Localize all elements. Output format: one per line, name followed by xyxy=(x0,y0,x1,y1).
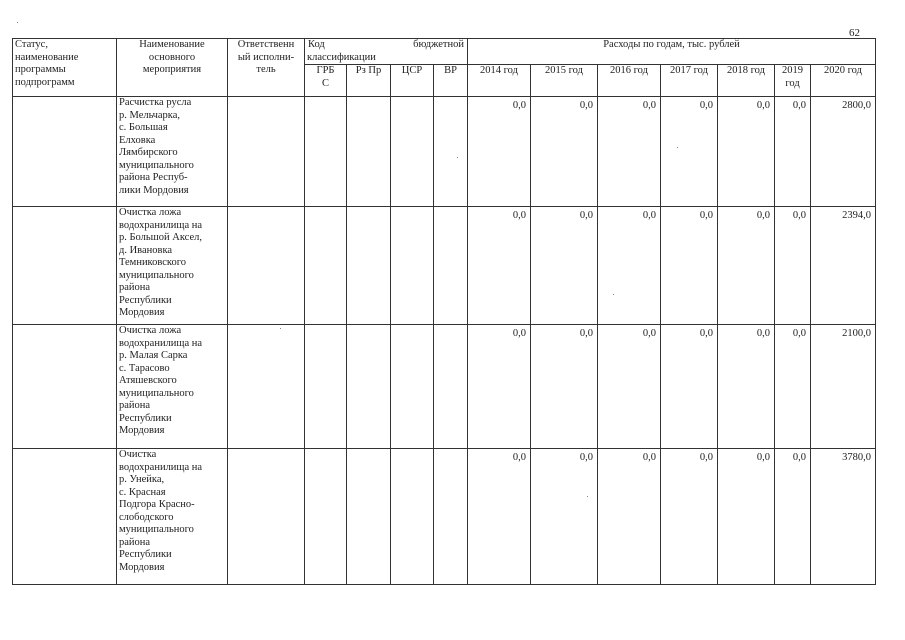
header-grbs: ГРБ С xyxy=(305,65,347,97)
expenses-table xyxy=(12,38,876,585)
value-2016: 0,0 xyxy=(598,449,661,585)
header-csr: ЦСР xyxy=(391,65,434,97)
csr-cell xyxy=(391,449,434,585)
value-2016: 0,0 xyxy=(598,97,661,207)
header-year-2018: 2018 год xyxy=(718,65,775,97)
header-budget-code-left: Код xyxy=(308,39,325,50)
scan-speck xyxy=(280,328,281,329)
status-cell xyxy=(13,97,117,207)
value-2016: 0,0 xyxy=(598,207,661,325)
scan-speck xyxy=(677,147,678,148)
scan-speck xyxy=(457,157,458,158)
responsible-cell xyxy=(228,325,305,449)
responsible-cell xyxy=(228,207,305,325)
value-2014: 0,0 xyxy=(468,325,531,449)
value-2014: 0,0 xyxy=(468,207,531,325)
value-2017: 0,0 xyxy=(661,207,718,325)
header-status: Статус, наименование программы подпрограмм xyxy=(13,39,117,97)
activity-name: Очистка ложа водохранилища на р. Малая Сарка с. Тарасово Атяшевского муниципального района Республики Мордовия xyxy=(117,325,228,449)
scan-speck xyxy=(587,496,588,497)
value-2018: 0,0 xyxy=(718,97,775,207)
header-year-2015: 2015 год xyxy=(531,65,598,97)
responsible-cell xyxy=(228,449,305,585)
header-budget-code-right: бюджетной xyxy=(413,39,464,50)
header-year-2020: 2020 год xyxy=(811,65,876,97)
vr-cell xyxy=(434,97,468,207)
value-2015: 0,0 xyxy=(531,207,598,325)
value-2019: 0,0 xyxy=(775,449,811,585)
activity-name: Очистка водохранилища на р. Унейка, с. Красная Подгора Красно- слободского муниципального района Республики Мордовия xyxy=(117,449,228,585)
table-row xyxy=(13,207,876,325)
vr-cell xyxy=(434,449,468,585)
header-expenses: Расходы по годам, тыс. рублей xyxy=(468,39,876,65)
table-row xyxy=(13,325,876,449)
rzpr-cell xyxy=(347,97,391,207)
vr-cell xyxy=(434,207,468,325)
value-2019: 0,0 xyxy=(775,97,811,207)
value-2020: 2800,0 xyxy=(811,97,876,207)
status-cell xyxy=(13,449,117,585)
scan-speck xyxy=(613,294,614,295)
scan-speck xyxy=(17,22,18,23)
csr-cell xyxy=(391,325,434,449)
rzpr-cell xyxy=(347,325,391,449)
status-cell xyxy=(13,325,117,449)
value-2018: 0,0 xyxy=(718,207,775,325)
header-budget-code-line2: классификации xyxy=(307,51,376,63)
value-2020: 2394,0 xyxy=(811,207,876,325)
grbs-cell xyxy=(305,325,347,449)
value-2018: 0,0 xyxy=(718,325,775,449)
header-responsible: Ответственн ый исполни- тель xyxy=(228,39,305,97)
value-2014: 0,0 xyxy=(468,449,531,585)
value-2017: 0,0 xyxy=(661,97,718,207)
header-vr: ВР xyxy=(434,65,468,97)
grbs-cell xyxy=(305,449,347,585)
responsible-cell xyxy=(228,97,305,207)
csr-cell xyxy=(391,207,434,325)
activity-name: Очистка ложа водохранилища на р. Большой Аксел, д. Ивановка Темниковского муниципального района Республики Мордовия xyxy=(117,207,228,325)
value-2020: 3780,0 xyxy=(811,449,876,585)
header-year-2019: 2019 год xyxy=(775,65,811,97)
status-cell xyxy=(13,207,117,325)
grbs-cell xyxy=(305,97,347,207)
header-budget-code xyxy=(305,39,468,65)
table-row xyxy=(13,97,876,207)
value-2014: 0,0 xyxy=(468,97,531,207)
value-2016: 0,0 xyxy=(598,325,661,449)
rzpr-cell xyxy=(347,207,391,325)
header-year-2016: 2016 год xyxy=(598,65,661,97)
value-2015: 0,0 xyxy=(531,325,598,449)
value-2018: 0,0 xyxy=(718,449,775,585)
value-2017: 0,0 xyxy=(661,325,718,449)
rzpr-cell xyxy=(347,449,391,585)
header-year-2017: 2017 год xyxy=(661,65,718,97)
value-2019: 0,0 xyxy=(775,207,811,325)
vr-cell xyxy=(434,325,468,449)
header-year-2014: 2014 год xyxy=(468,65,531,97)
value-2015: 0,0 xyxy=(531,97,598,207)
csr-cell xyxy=(391,97,434,207)
value-2015: 0,0 xyxy=(531,449,598,585)
page-number: 62 xyxy=(849,27,860,39)
header-rzpr: Рз Пр xyxy=(347,65,391,97)
header-row-1 xyxy=(13,39,876,65)
value-2017: 0,0 xyxy=(661,449,718,585)
value-2019: 0,0 xyxy=(775,325,811,449)
activity-name: Расчистка русла р. Мельчарка, с. Большая Елховка Лямбирского муниципального района Респуб- лики Мордовия xyxy=(117,97,228,207)
value-2020: 2100,0 xyxy=(811,325,876,449)
header-activity-name: Наименование основного мероприятия xyxy=(117,39,228,97)
grbs-cell xyxy=(305,207,347,325)
table-row xyxy=(13,449,876,585)
